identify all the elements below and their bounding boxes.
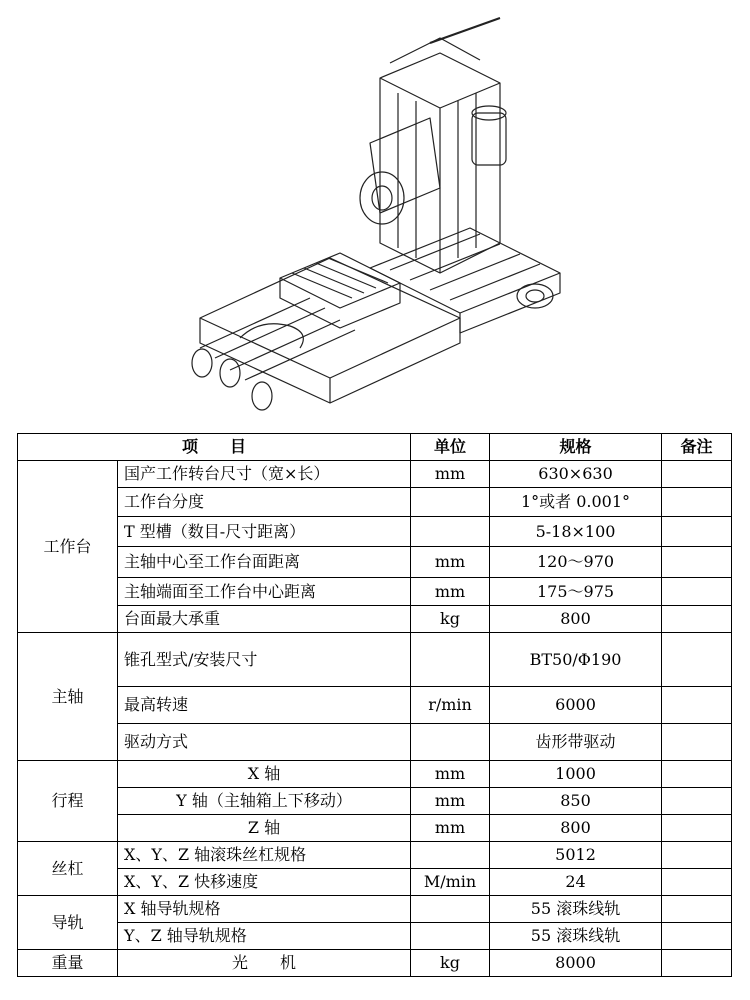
row-spec: 1°或者 0.001° [490,488,662,517]
row-item: 工作台分度 [118,488,411,517]
spec-table [17,433,732,977]
table-row [18,842,732,869]
row-unit: r/min [411,687,490,724]
row-note [662,461,732,488]
row-note [662,517,732,547]
row-note [662,788,732,815]
row-unit [411,517,490,547]
row-unit: mm [411,761,490,788]
group-label: 导轨 [18,896,118,950]
group-label: 重量 [18,950,118,977]
row-spec: 5-18×100 [490,517,662,547]
table-row [18,687,732,724]
row-item: Y、Z 轴导轨规格 [118,923,411,950]
row-spec: 齿形带驱动 [490,724,662,761]
header-spec: 规格 [490,434,662,461]
row-spec: 175～975 [490,578,662,606]
table-row [18,815,732,842]
row-unit [411,488,490,517]
row-note [662,606,732,633]
row-note [662,842,732,869]
row-item: Y 轴（主轴箱上下移动） [118,788,411,815]
row-unit: kg [411,950,490,977]
row-note [662,578,732,606]
row-spec: 800 [490,606,662,633]
group-label: 工作台 [18,461,118,633]
row-item: 主轴中心至工作台面距离 [118,547,411,578]
row-unit [411,923,490,950]
row-item: Z 轴 [118,815,411,842]
table-row [18,517,732,547]
row-note [662,724,732,761]
row-spec: 8000 [490,950,662,977]
row-unit: mm [411,547,490,578]
table-row [18,950,732,977]
row-note [662,869,732,896]
table-row [18,488,732,517]
row-note [662,896,732,923]
row-note [662,950,732,977]
row-item: 最高转速 [118,687,411,724]
header-item: 项 目 [18,434,411,461]
column [380,18,500,273]
header-row [18,434,732,461]
row-unit [411,842,490,869]
row-item: 光 机 [118,950,411,977]
row-item: X、Y、Z 轴滚珠丝杠规格 [118,842,411,869]
table-row [18,896,732,923]
row-spec: 24 [490,869,662,896]
row-spec: 120～970 [490,547,662,578]
row-item: T 型槽（数目-尺寸距离） [118,517,411,547]
row-note [662,761,732,788]
row-unit: mm [411,815,490,842]
table-row [18,761,732,788]
row-unit: M/min [411,869,490,896]
header-unit: 单位 [411,434,490,461]
row-note [662,547,732,578]
table-row [18,923,732,950]
row-spec: BT50/Φ190 [490,633,662,687]
row-unit: mm [411,788,490,815]
row-item: 主轴端面至工作台中心距离 [118,578,411,606]
row-note [662,815,732,842]
row-spec: 800 [490,815,662,842]
row-unit: mm [411,461,490,488]
row-item: X 轴导轨规格 [118,896,411,923]
row-item: 驱动方式 [118,724,411,761]
row-unit [411,633,490,687]
work-table [280,253,400,328]
group-label: 行程 [18,761,118,842]
row-spec: 850 [490,788,662,815]
row-item: X 轴 [118,761,411,788]
row-unit: mm [411,578,490,606]
row-item: 锥孔型式/安装尺寸 [118,633,411,687]
table-row [18,633,732,687]
group-label: 丝杠 [18,842,118,896]
row-spec: 5012 [490,842,662,869]
row-unit: kg [411,606,490,633]
spindle-head [360,118,440,224]
row-note [662,488,732,517]
row-spec: 630×630 [490,461,662,488]
row-spec: 55 滚珠线轨 [490,896,662,923]
table-row [18,461,732,488]
row-note [662,633,732,687]
group-label: 主轴 [18,633,118,761]
header-note: 备注 [662,434,732,461]
table-row [18,578,732,606]
spindle-motor [472,106,506,165]
machine-drawing [140,8,590,428]
row-note [662,687,732,724]
table-row [18,724,732,761]
row-item: X、Y、Z 快移速度 [118,869,411,896]
row-spec: 6000 [490,687,662,724]
table-row [18,606,732,633]
row-spec: 55 滚珠线轨 [490,923,662,950]
row-item: 国产工作转台尺寸（宽×长） [118,461,411,488]
table-row [18,788,732,815]
row-item: 台面最大承重 [118,606,411,633]
row-note [662,923,732,950]
row-unit [411,896,490,923]
table-row [18,869,732,896]
row-spec: 1000 [490,761,662,788]
row-unit [411,724,490,761]
table-row [18,547,732,578]
